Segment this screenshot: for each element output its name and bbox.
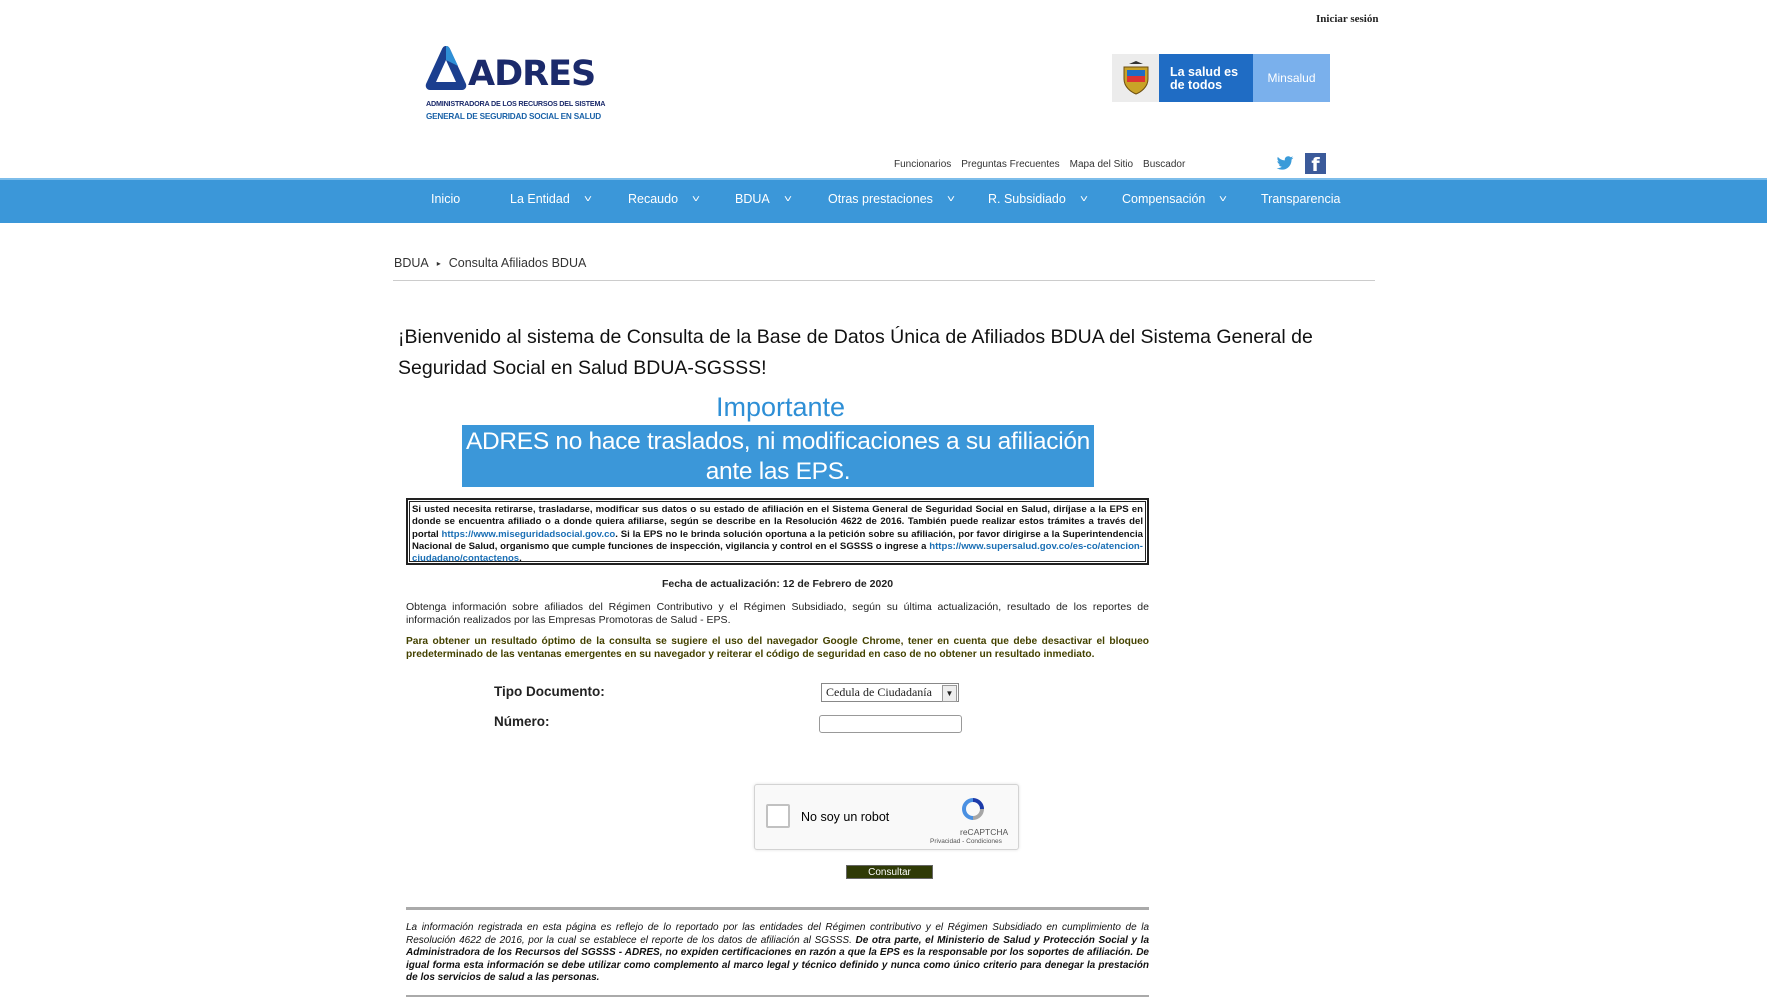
miseguridadsocial-link[interactable]: https://www.miseguridadsocial.gov.co [441,528,616,540]
nav-label: Transparencia [1261,192,1341,206]
tipo-documento-select[interactable] [821,683,959,702]
nav-recaudo[interactable] [628,192,699,206]
breadcrumb-root[interactable]: BDUA [394,256,429,270]
nav-label: R. Subsidiado [988,192,1066,206]
tipo-documento-value: Cedula de Ciudadanía [826,685,932,699]
breadcrumb-arrow-icon: ▸ [436,258,441,268]
breadcrumb [394,256,586,270]
logo-wordmark: ADRES [468,54,596,94]
logo-subtitle-1: ADMINISTRADORA DE LOS RECURSOS DEL SISTEMA [426,99,606,108]
top-link-funcionarios[interactable]: Funcionarios [894,159,952,170]
nav-inicio[interactable] [431,192,460,206]
browser-tip: Para obtener un resultado óptimo de la consulta se sugiere el uso del navegador Google Chrome, tener en cuenta que debe desactivar el bloqueo predeterminado de las ventanas emergentes en su navegador y reiterar el código de seguridad en caso de no obtener un resultado inmediato. [406,636,1149,660]
main-nav [0,178,1767,223]
info-paragraph: Obtenga información sobre afiliados del Régimen Contributivo y el Régimen Subsidiado, según su última actualización, resultado de los reportes de información realizados por las Empresas Promotoras de Salud - EPS. [406,601,1149,626]
nav-otras-prestaciones[interactable] [828,192,954,206]
facebook-icon[interactable]: f [1305,153,1326,174]
adres-logo[interactable] [424,44,604,126]
nav-label: Recaudo [628,192,679,206]
adres-triangle-icon [424,44,468,94]
tipo-documento-label: Tipo Documento: [494,684,605,699]
nav-label: BDUA [735,192,770,206]
recaptcha-checkbox[interactable] [766,804,790,828]
page-title: ¡Bienvenido al sistema de Consulta de la Base de Datos Única de Afiliados BDUA del Sistema General de Seguridad Social en Salud BDUA-SGSSS! [398,326,1313,379]
notice-text-3: . [519,553,522,565]
twitter-icon[interactable] [1276,154,1294,172]
numero-label: Número: [494,714,550,729]
minsalud-label: Minsalud [1253,54,1330,102]
notice-text-1: Si usted necesita retirarse, trasladarse, modificar sus datos o su estado de afiliación en el Sistema General de Seguridad Social en Salud, diríjase a la EPS en donde se encuentra afiliado o a donde quiera afiliarse, según se describe en la Resolución 4622 de 2016. También puede realizar estos trámites a través del portal [412,504,1143,540]
login-link[interactable]: Iniciar sesión [1316,13,1379,25]
nav-label: Compensación [1122,192,1206,206]
disclaimer [406,922,1149,985]
breadcrumb-current: Consulta Afiliados BDUA [448,256,587,270]
chevron-down-icon: ˅ [1219,193,1228,205]
gov-banner[interactable] [1112,54,1330,102]
recaptcha-logo-icon [959,795,987,823]
disclaimer-bold-text: De otra parte, el Ministerio de Salud y Protección Social y la Administradora de los Recursos del SGSSS - ADRES, no expiden certificaciones en razón a que la EPS es la responsable por los soportes de afiliación. De igual forma esta información se debe utilizar como complemento al marco legal y técnico definido y nunca como único criterio para denegar la prestación de los servicios de salud a las personas. [406,934,1150,983]
important-banner: ADRES no hace traslados, ni modificaciones a su afiliación ante las EPS. [462,425,1094,487]
top-links [894,159,1185,170]
notice-box [406,498,1149,565]
divider [406,995,1149,997]
nav-label: Inicio [431,192,461,206]
top-link-mapa[interactable]: Mapa del Sitio [1069,159,1134,170]
recaptcha-brand: reCAPTCHA [960,827,1009,837]
supersalud-link[interactable]: https://www.supersalud.gov.co/es-co/atencion-ciudadano/contactenos [412,540,1143,565]
nav-label: La Entidad [510,192,570,206]
divider [406,907,1149,910]
numero-input[interactable] [819,715,962,733]
gov-slogan: La salud es de todos [1159,54,1253,102]
update-date: Fecha de actualización: 12 de Febrero de 2020 [661,578,894,590]
logo-subtitle-2: GENERAL DE SEGURIDAD SOCIAL EN SALUD [426,112,601,121]
divider [393,280,1375,281]
nav-la-entidad[interactable] [510,192,591,206]
nav-compensacion[interactable] [1122,192,1226,206]
top-link-buscador[interactable]: Buscador [1143,159,1186,170]
consultar-button[interactable]: Consultar [846,865,933,879]
top-link-preguntas[interactable]: Preguntas Frecuentes [961,159,1060,170]
importante-heading: Importante [716,392,846,422]
nav-r-subsidiado[interactable] [988,192,1087,206]
chevron-down-icon: ˅ [783,193,792,205]
chevron-down-icon: ˅ [691,193,701,205]
recaptcha-label: No soy un robot [801,810,890,824]
recaptcha-terms[interactable]: Privacidad - Condiciones [930,838,1002,845]
chevron-down-icon: ˅ [583,193,592,205]
disclaimer-text: La información registrada en esta página es reflejo de lo reportado por las entidades del Régimen contributivo y el Régimen Subsidiado en cumplimiento de la Resolución 4622 de 2016, por la cual se establece el reporte de los datos de afiliación al SGSSS. [406,922,1149,946]
chevron-down-icon: ▼ [942,685,957,702]
chevron-down-icon: ˅ [946,193,955,205]
nav-label: Otras prestaciones [828,192,933,206]
recaptcha-widget [754,784,1019,850]
nav-transparencia[interactable] [1261,192,1340,206]
notice-text-2: . Si la EPS no le brinda solución oportuna a la petición sobre su afiliación, por favor dirigirse a la Superintendencia Nacional de Salud, organismo que cumple funciones de inspección, vigilancia y control en el SGSSS o ingrese a [412,528,1143,552]
nav-bdua[interactable] [735,192,791,206]
chevron-down-icon: ˅ [1079,193,1088,205]
colombia-shield-icon [1112,54,1159,102]
